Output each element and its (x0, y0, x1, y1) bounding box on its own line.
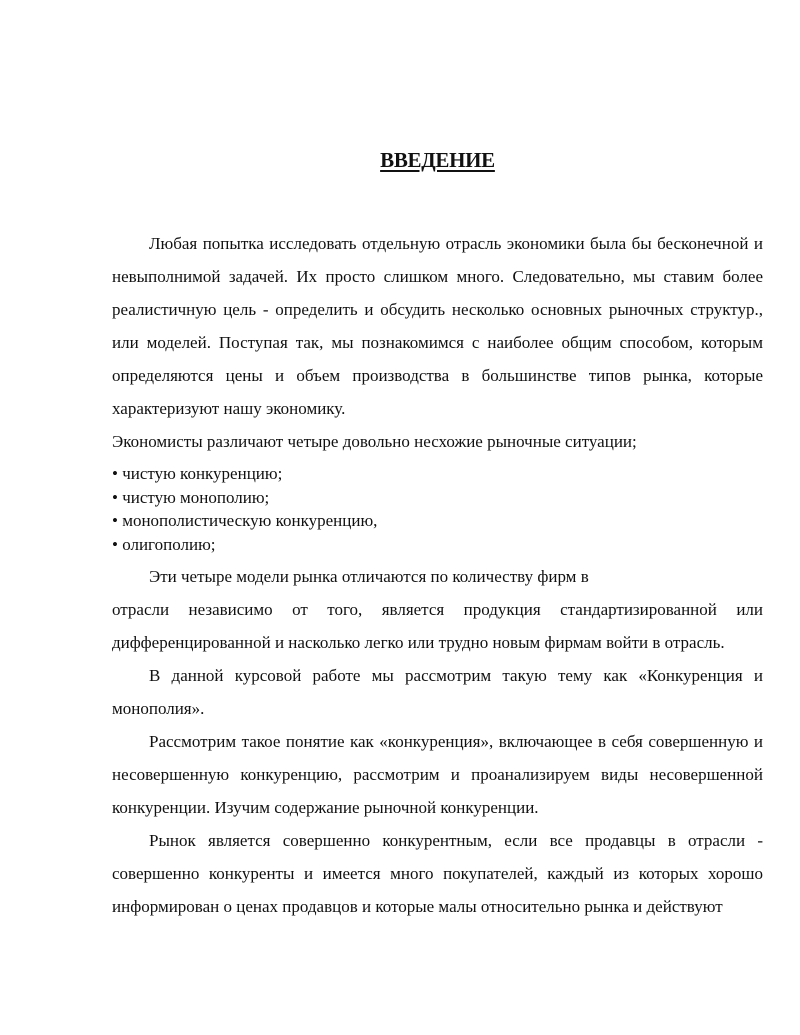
market-types-list (112, 462, 763, 556)
paragraph-perfect-competition: Рынок является совершенно конкурентным, если все продавцы в отрасли - совершенно конкуренты и имеется много покупателей, каждый из которых хорошо информирован о ценах продавцов и которые малы относительно рынка и действуют (112, 831, 763, 916)
paragraph-intro: Любая попытка исследовать отдельную отрасль экономики была бы бесконечной и невыполнимой задачей. Их просто слишком много. Следовательно, мы ставим более реалистичную цель - определить и обсудить несколько основных рыночных структур., или моделей. Поступая так, мы познакомимся с наиболее общим способом, которым определяются цены и объем производства в большинстве типов рынка, которые характеризуют нашу экономику. (112, 234, 763, 418)
page-title: ВВЕДЕНИЕ (380, 148, 495, 172)
list-item: • чистую конкуренцию; (112, 464, 283, 483)
document-page (112, 148, 763, 923)
paragraph-course-topic: В данной курсовой работе мы рассмотрим такую тему как «Конкуренция и монополия». (112, 666, 763, 718)
list-item: • олигополию; (112, 534, 216, 554)
paragraph-market-situations: Экономисты различают четыре довольно несхожие рыночные ситуации; (112, 432, 637, 451)
list-item: • монополистическую конкуренцию, (112, 511, 378, 530)
list-item: • чистую монополию; (112, 487, 270, 507)
paragraph-models-continued: отрасли независимо от того, является продукция стандартизированной или дифференцированной и насколько легко или трудно новым фирмам войти в отрасль. (112, 600, 763, 652)
paragraph-competition-concept: Рассмотрим такое понятие как «конкуренция», включающее в себя совершенную и несовершенную конкуренцию, рассмотрим и проанализируем виды несовершенной конкуренции. Изучим содержание рыночной конкуренции. (112, 732, 763, 817)
paragraph-models-start: Эти четыре модели рынка отличаются по количеству фирм в (149, 567, 589, 586)
